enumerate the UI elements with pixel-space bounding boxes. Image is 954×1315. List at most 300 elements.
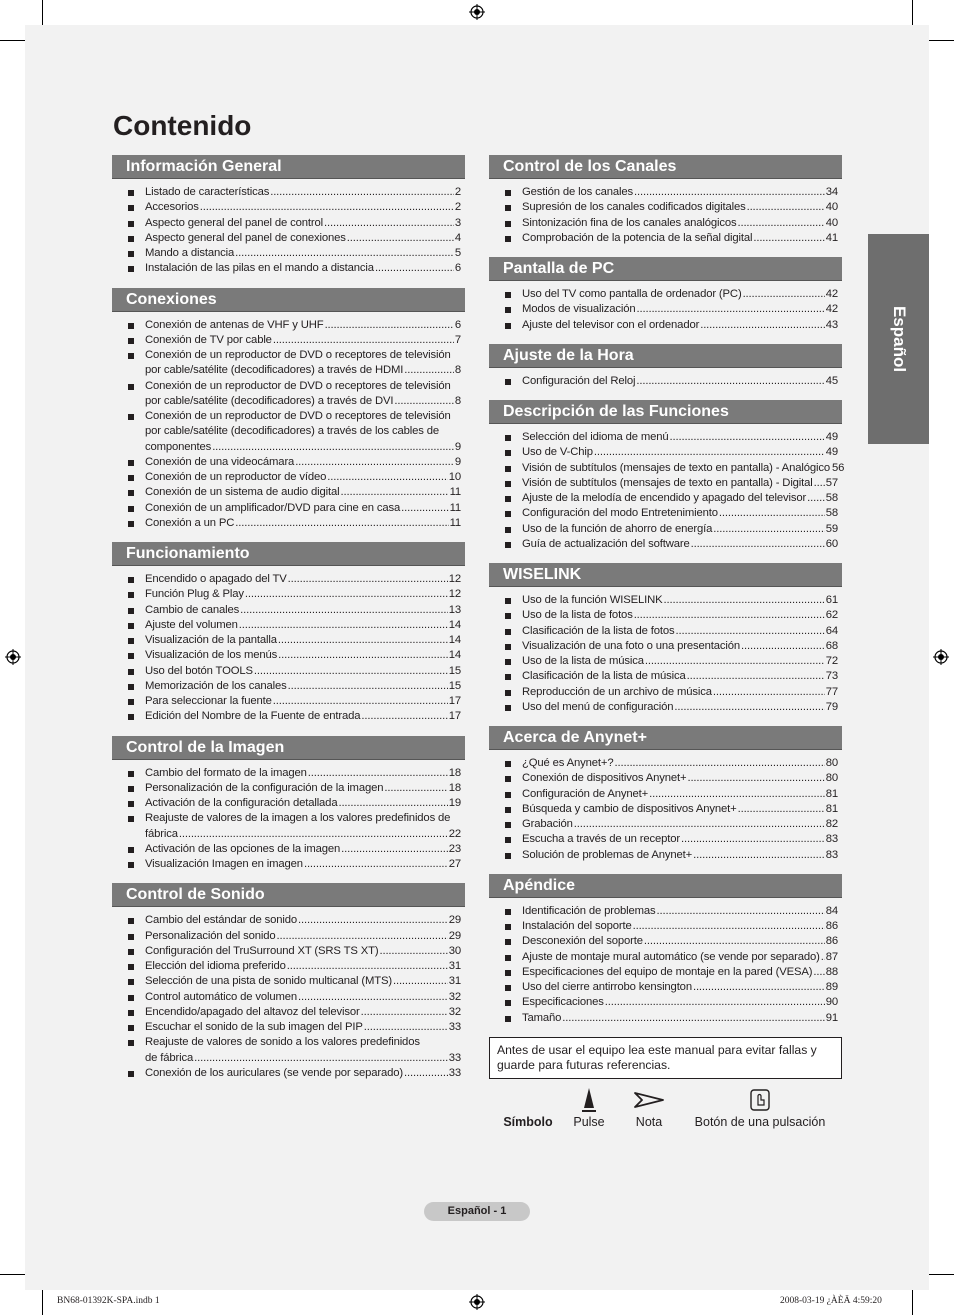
toc-page-number: 84 <box>825 904 838 917</box>
toc-item-list <box>489 587 842 715</box>
toc-page-number: 17 <box>448 710 461 723</box>
toc-entry-text: Encendido/apagado del altavoz del televisor <box>145 1005 360 1018</box>
bullet-square-icon <box>505 924 511 930</box>
toc-section <box>112 288 465 532</box>
dot-leader <box>605 995 825 1010</box>
dot-leader <box>401 501 448 516</box>
bullet-square-icon <box>505 792 511 798</box>
usage-note: Antes de usar el equipo lea este manual para evitar fallas y guarde para futuras referencias. <box>489 1037 842 1079</box>
toc-entry <box>128 1005 461 1020</box>
bullet-square-icon <box>505 379 511 385</box>
toc-page-number: 60 <box>825 537 838 550</box>
toc-entry <box>128 455 461 470</box>
toc-entry-text: Uso del botón TOOLS <box>145 664 253 677</box>
bullet-square-icon <box>128 460 134 466</box>
dot-leader <box>200 200 454 215</box>
dot-leader <box>288 679 448 694</box>
toc-entry-text: Cambio de canales <box>145 603 240 616</box>
toc-page-number: 57 <box>825 476 838 489</box>
toc-section <box>112 736 465 873</box>
toc-item-list <box>489 898 842 1026</box>
toc-page-number: 3 <box>454 216 461 229</box>
crop-mark <box>42 1290 43 1315</box>
toc-section <box>489 726 842 863</box>
toc-page-number: 12 <box>448 573 461 585</box>
dot-leader <box>691 537 825 552</box>
toc-entry-text: Mando a distancia <box>145 247 235 259</box>
toc-entry-text: Activación de las opciones de la imagen <box>145 842 341 855</box>
toc-left-column <box>112 155 465 1092</box>
bullet-square-icon <box>505 450 511 456</box>
dot-leader <box>254 664 448 679</box>
toc-entry-text: Grabación <box>522 818 573 830</box>
toc-entry <box>128 974 461 989</box>
toc-entry <box>128 333 461 348</box>
bullet-square-icon <box>128 699 134 705</box>
toc-entry <box>128 913 461 928</box>
toc-entry-text: componentes <box>145 440 212 453</box>
toc-page-number: 73 <box>825 670 838 683</box>
toc-entry <box>505 430 838 445</box>
toc-entry <box>128 857 461 872</box>
bullet-square-icon <box>505 837 511 843</box>
toc-entry-text: Conexión de un sistema de audio digital <box>145 486 340 499</box>
toc-entry <box>505 771 838 786</box>
toc-page-number: 31 <box>448 960 461 972</box>
dot-leader <box>341 485 449 500</box>
toc-entry <box>128 709 461 724</box>
dot-leader <box>719 506 825 521</box>
toc-entry <box>505 980 838 995</box>
toc-page-number: 58 <box>825 492 838 504</box>
section-heading: Apéndice <box>489 874 842 898</box>
toc-page-number: 56 <box>831 461 845 474</box>
toc-entry <box>128 185 461 200</box>
toc-entry-text: Clasificación de la lista de música <box>522 670 686 683</box>
dot-leader <box>288 572 448 587</box>
toc-section <box>112 883 465 1081</box>
toc-entry-text: Uso de V-Chip <box>522 446 593 459</box>
toc-page-number: 10 <box>448 471 461 483</box>
toc-entry <box>128 231 461 246</box>
toc-section <box>489 155 842 246</box>
bullet-square-icon <box>505 761 511 767</box>
bullet-square-icon <box>505 496 511 502</box>
dot-leader <box>664 593 825 608</box>
toc-right-column <box>489 155 845 1155</box>
toc-page-number: 86 <box>825 935 838 948</box>
toc-page-number: 8 <box>454 364 461 377</box>
toc-entry-text: Personalización del sonido <box>145 929 276 942</box>
toc-entry-text: Memorización de los canales <box>145 679 287 692</box>
bullet-square-icon <box>505 598 511 604</box>
section-heading: Descripción de las Funciones <box>489 400 842 424</box>
toc-page-number: 17 <box>448 695 461 707</box>
toc-entry-text: Visualización de los menús <box>145 649 278 662</box>
toc-page-number: 40 <box>825 201 838 214</box>
dot-leader <box>287 959 448 974</box>
toc-page-number: 2 <box>454 186 461 198</box>
legend-item-one-touch <box>685 1085 835 1129</box>
bullet-square-icon <box>128 684 134 690</box>
toc-entry-text: Conexión de un reproductor de DVD o receptores de televisión <box>145 349 451 361</box>
toc-entry-text: Selección de una pista de sonido multicanal (MTS) <box>145 975 392 988</box>
dot-leader <box>681 832 825 847</box>
bullet-square-icon <box>505 323 511 329</box>
bullet-square-icon <box>128 1040 134 1046</box>
bullet-square-icon <box>505 190 511 196</box>
toc-entry-text: por cable/satélite (decodificadores) a través de DVI <box>145 394 394 407</box>
page-number-badge: Español - 1 <box>424 1202 530 1221</box>
toc-page-number: 33 <box>448 1066 461 1079</box>
dot-leader <box>308 766 448 781</box>
dot-leader <box>270 185 454 200</box>
section-heading: Pantalla de PC <box>489 257 842 281</box>
toc-item-list <box>489 368 842 389</box>
bullet-square-icon <box>128 190 134 196</box>
registration-mark-icon <box>5 649 21 665</box>
toc-page-number: 33 <box>448 1021 461 1033</box>
toc-section <box>112 155 465 277</box>
dot-leader <box>347 231 454 246</box>
dot-leader <box>179 827 448 842</box>
toc-entry <box>505 654 838 669</box>
toc-entry <box>505 476 838 491</box>
dot-leader <box>687 771 824 786</box>
toc-page-number: 18 <box>448 781 461 794</box>
dot-leader <box>298 913 448 928</box>
toc-entry-text: Uso de la lista de música <box>522 655 644 667</box>
toc-entry-text: Aspecto general del panel de conexiones <box>145 231 346 244</box>
toc-entry-text: Guía de actualización del software <box>522 537 690 550</box>
bullet-square-icon <box>505 1016 511 1022</box>
bullet-square-icon <box>505 822 511 828</box>
dot-leader <box>814 476 825 491</box>
toc-entry-text: Supresión de los canales codificados digitales <box>522 201 746 214</box>
toc-page-number: 64 <box>825 624 838 637</box>
dot-leader <box>239 618 448 633</box>
toc-entry-text: Modos de visualización <box>522 303 636 316</box>
toc-item-list <box>112 760 465 873</box>
toc-entry <box>128 409 461 455</box>
print-file-slug: BN68-01392K-SPA.indb 1 <box>57 1296 160 1306</box>
dot-leader <box>644 934 825 949</box>
toc-entry-text: Reproducción de un archivo de música <box>522 685 712 698</box>
toc-entry-text: Uso del TV como pantalla de ordenador (PC) <box>522 288 742 300</box>
toc-entry <box>128 929 461 944</box>
toc-page-number: 40 <box>825 216 838 229</box>
bullet-square-icon <box>505 644 511 650</box>
toc-entry-text: Reajuste de valores de la imagen a los valores predefinidos de <box>145 812 451 825</box>
toc-entry <box>128 679 461 694</box>
crop-mark <box>912 1290 913 1315</box>
bullet-square-icon <box>505 985 511 991</box>
toc-entry <box>128 1066 461 1081</box>
dot-leader <box>645 654 825 669</box>
toc-entry <box>128 796 461 811</box>
toc-entry-text: Especificaciones <box>522 996 604 1009</box>
dot-leader <box>361 1005 448 1020</box>
bullet-square-icon <box>505 853 511 859</box>
toc-entry-text: Conexión de un reproductor de DVD o receptores de televisión <box>145 410 451 422</box>
toc-page-number: 61 <box>825 594 838 606</box>
toc-page-number: 9 <box>454 455 461 468</box>
bullet-square-icon <box>128 638 134 644</box>
dot-leader <box>670 430 825 445</box>
toc-entry-text: Selección del idioma de menú <box>522 431 669 443</box>
bullet-square-icon <box>505 659 511 665</box>
toc-page-number: 41 <box>825 231 838 244</box>
toc-entry-text: Instalación de las pilas en el mando a distancia <box>145 262 374 275</box>
bullet-square-icon <box>128 949 134 955</box>
toc-entry-text: por cable/satélite (decodificadores) a través de HDMI <box>145 364 404 377</box>
toc-page-number: 80 <box>825 772 838 785</box>
crop-mark <box>912 0 913 25</box>
toc-entry <box>128 318 461 333</box>
bullet-square-icon <box>128 490 134 496</box>
toc-page-number: 86 <box>825 920 838 932</box>
toc-entry <box>505 608 838 623</box>
toc-entry-text: Edición del Nombre de la Fuente de entrada <box>145 710 361 723</box>
toc-entry <box>505 756 838 771</box>
toc-page-number: 9 <box>454 440 461 453</box>
bullet-square-icon <box>505 292 511 298</box>
toc-page-number: 13 <box>448 603 461 616</box>
crop-mark <box>0 1274 25 1275</box>
bullet-square-icon <box>505 527 511 533</box>
bullet-square-icon <box>128 338 134 344</box>
toc-entry-text: Tamaño <box>522 1011 562 1024</box>
bullet-square-icon <box>128 353 134 359</box>
toc-section <box>112 542 465 725</box>
bullet-square-icon <box>128 577 134 583</box>
toc-entry-text: Visión de subtítulos (mensajes de texto en pantalla) - Analógico <box>522 461 830 474</box>
dot-leader <box>295 455 454 470</box>
dot-leader <box>574 817 825 832</box>
toc-page-number: 88 <box>825 965 838 978</box>
toc-entry <box>505 965 838 980</box>
dot-leader <box>813 965 824 980</box>
dot-leader <box>674 700 824 715</box>
toc-entry-text: fábrica <box>145 827 178 840</box>
bullet-square-icon <box>128 816 134 822</box>
dot-leader <box>807 491 825 506</box>
dot-leader <box>687 669 825 684</box>
toc-page-number: 23 <box>448 842 461 855</box>
bullet-square-icon <box>128 1010 134 1016</box>
dot-leader <box>364 1020 448 1035</box>
bullet-square-icon <box>128 266 134 272</box>
toc-right-sections <box>489 155 845 1026</box>
toc-entry-text: Conexión a un PC <box>145 516 235 529</box>
symbol-legend <box>489 1085 842 1155</box>
toc-entry <box>505 950 838 965</box>
legend-label: Botón de una pulsación <box>694 1114 826 1129</box>
dot-leader <box>676 624 825 639</box>
toc-entry-text: Personalización de la configuración de la imagen <box>145 781 384 794</box>
bullet-square-icon <box>128 592 134 598</box>
toc-page-number: 81 <box>825 802 838 815</box>
crop-mark <box>929 1274 954 1275</box>
toc-page-number: 79 <box>825 700 838 713</box>
bullet-square-icon <box>505 542 511 548</box>
bullet-square-icon <box>128 221 134 227</box>
bullet-square-icon <box>128 384 134 390</box>
toc-entry <box>505 919 838 934</box>
toc-entry <box>128 470 461 485</box>
dot-leader <box>700 318 825 333</box>
toc-entry <box>505 287 838 302</box>
toc-page-number: 34 <box>825 186 838 198</box>
registration-mark-icon <box>933 649 949 665</box>
toc-page-number: 22 <box>448 827 461 840</box>
crop-mark <box>42 0 43 25</box>
toc-entry-text: Visión de subtítulos (mensajes de texto en pantalla) - Digital <box>522 476 813 489</box>
toc-entry <box>505 685 838 700</box>
dot-leader <box>394 394 453 409</box>
dot-leader <box>393 974 448 989</box>
toc-entry-text: Visualización de una foto o una presentación <box>522 639 741 652</box>
bullet-square-icon <box>128 236 134 242</box>
toc-entry <box>128 944 461 959</box>
bullet-square-icon <box>128 1071 134 1077</box>
toc-page-number: 42 <box>825 303 838 316</box>
toc-page-number: 8 <box>454 394 461 407</box>
toc-page-number: 91 <box>825 1011 838 1024</box>
toc-entry-text: Desconexión del soporte <box>522 935 643 948</box>
toc-entry-text: Conexión de una videocámara <box>145 455 295 468</box>
section-heading: Control de la Imagen <box>112 736 465 760</box>
bullet-square-icon <box>505 939 511 945</box>
toc-page-number: 7 <box>454 333 461 346</box>
toc-entry <box>128 516 461 531</box>
toc-entry <box>505 1011 838 1026</box>
legend-item-nota <box>619 1085 679 1129</box>
toc-page-number: 11 <box>449 486 461 499</box>
bullet-square-icon <box>505 236 511 242</box>
toc-entry <box>505 506 838 521</box>
toc-page-number: 45 <box>825 374 838 387</box>
bullet-square-icon <box>128 964 134 970</box>
toc-entry-text: Visualización de la pantalla <box>145 634 277 646</box>
bullet-square-icon <box>128 771 134 777</box>
toc-entry <box>505 700 838 715</box>
bullet-square-icon <box>505 511 511 517</box>
dot-leader <box>656 904 824 919</box>
toc-item-list <box>112 179 465 277</box>
toc-entry-text: Configuración del TruSurround XT (SRS TS XT) <box>145 944 379 957</box>
toc-page-number: 11 <box>449 516 461 529</box>
bullet-square-icon <box>505 307 511 313</box>
toc-entry <box>505 537 838 552</box>
bullet-square-icon <box>128 669 134 675</box>
toc-entry-text: Ajuste del volumen <box>145 618 238 631</box>
toc-page-number: 77 <box>825 685 838 698</box>
toc-entry <box>128 379 461 410</box>
toc-entry <box>128 485 461 500</box>
toc-page-number: 72 <box>825 655 838 667</box>
bullet-square-icon <box>505 955 511 961</box>
section-heading: Ajuste de la Hora <box>489 344 842 368</box>
toc-item-list <box>112 566 465 725</box>
dot-leader <box>273 333 454 348</box>
bullet-square-icon <box>505 970 511 976</box>
bullet-square-icon <box>128 475 134 481</box>
dot-leader <box>737 216 824 231</box>
dot-leader <box>235 246 454 261</box>
toc-entry <box>128 501 461 516</box>
toc-page-number: 82 <box>825 818 838 830</box>
legend-heading: Símbolo <box>503 1114 553 1129</box>
toc-page-number: 83 <box>825 833 838 846</box>
toc-entry-text: Ajuste del televisor con el ordenador <box>522 318 700 331</box>
toc-entry-text: Aspecto general del panel de control <box>145 216 323 229</box>
toc-page-number: 42 <box>825 288 838 300</box>
bullet-square-icon <box>128 251 134 257</box>
toc-page-number: 30 <box>448 944 461 957</box>
toc-entry-text: Para seleccionar la fuente <box>145 695 272 707</box>
toc-entry <box>505 787 838 802</box>
section-heading: Funcionamiento <box>112 542 465 566</box>
dot-leader <box>338 796 447 811</box>
bullet-square-icon <box>505 221 511 227</box>
toc-item-list <box>489 281 842 333</box>
toc-entry <box>505 374 838 389</box>
toc-page-number: 87 <box>825 950 838 963</box>
toc-entry-text: Control automático de volumen <box>145 990 298 1003</box>
toc-page-number: 49 <box>825 431 838 443</box>
toc-page-number: 2 <box>454 201 461 214</box>
legend-heading-item <box>493 1085 563 1129</box>
toc-entry <box>128 348 461 379</box>
dot-leader <box>634 608 825 623</box>
toc-entry <box>505 445 838 460</box>
toc-entry-text: Configuración del Reloj <box>522 374 636 387</box>
bullet-square-icon <box>505 705 511 711</box>
dot-leader <box>615 756 825 771</box>
toc-page-number: 31 <box>448 975 461 988</box>
toc-entry <box>128 811 461 842</box>
toc-entry-text: Uso de la función WISELINK <box>522 594 663 606</box>
toc-entry-text: Uso de la función de ahorro de energía <box>522 522 713 535</box>
toc-entry-text: Uso de la lista de fotos <box>522 609 633 622</box>
dot-leader <box>753 231 824 246</box>
toc-entry <box>505 934 838 949</box>
toc-entry-text: Ajuste de montaje mural automático (se vende por separado) <box>522 950 820 963</box>
toc-entry <box>128 781 461 796</box>
toc-page-number: 81 <box>825 787 838 800</box>
toc-entry <box>128 1020 461 1035</box>
dot-leader <box>304 857 448 872</box>
toc-entry-text: Conexión de un amplificador/DVD para cine en casa <box>145 501 401 514</box>
bullet-square-icon <box>505 613 511 619</box>
legend-label: Pulse <box>573 1114 605 1129</box>
toc-entry-text: Clasificación de la lista de fotos <box>522 624 675 637</box>
dot-leader <box>324 216 454 231</box>
dot-leader <box>278 648 448 663</box>
dot-leader <box>649 787 825 802</box>
bullet-square-icon <box>128 801 134 807</box>
note-icon <box>619 1085 679 1115</box>
toc-entry-text: Conexión de antenas de VHF y UHF <box>145 318 324 331</box>
toc-entry <box>505 302 838 317</box>
toc-entry-text: Identificación de problemas <box>522 904 656 917</box>
toc-entry-text: Uso del cierre antirrobo kensington <box>522 981 692 993</box>
dot-leader <box>562 1011 824 1026</box>
toc-entry <box>128 216 461 231</box>
toc-entry <box>505 639 838 654</box>
toc-entry-text: Cambio del formato de la imagen <box>145 766 307 779</box>
